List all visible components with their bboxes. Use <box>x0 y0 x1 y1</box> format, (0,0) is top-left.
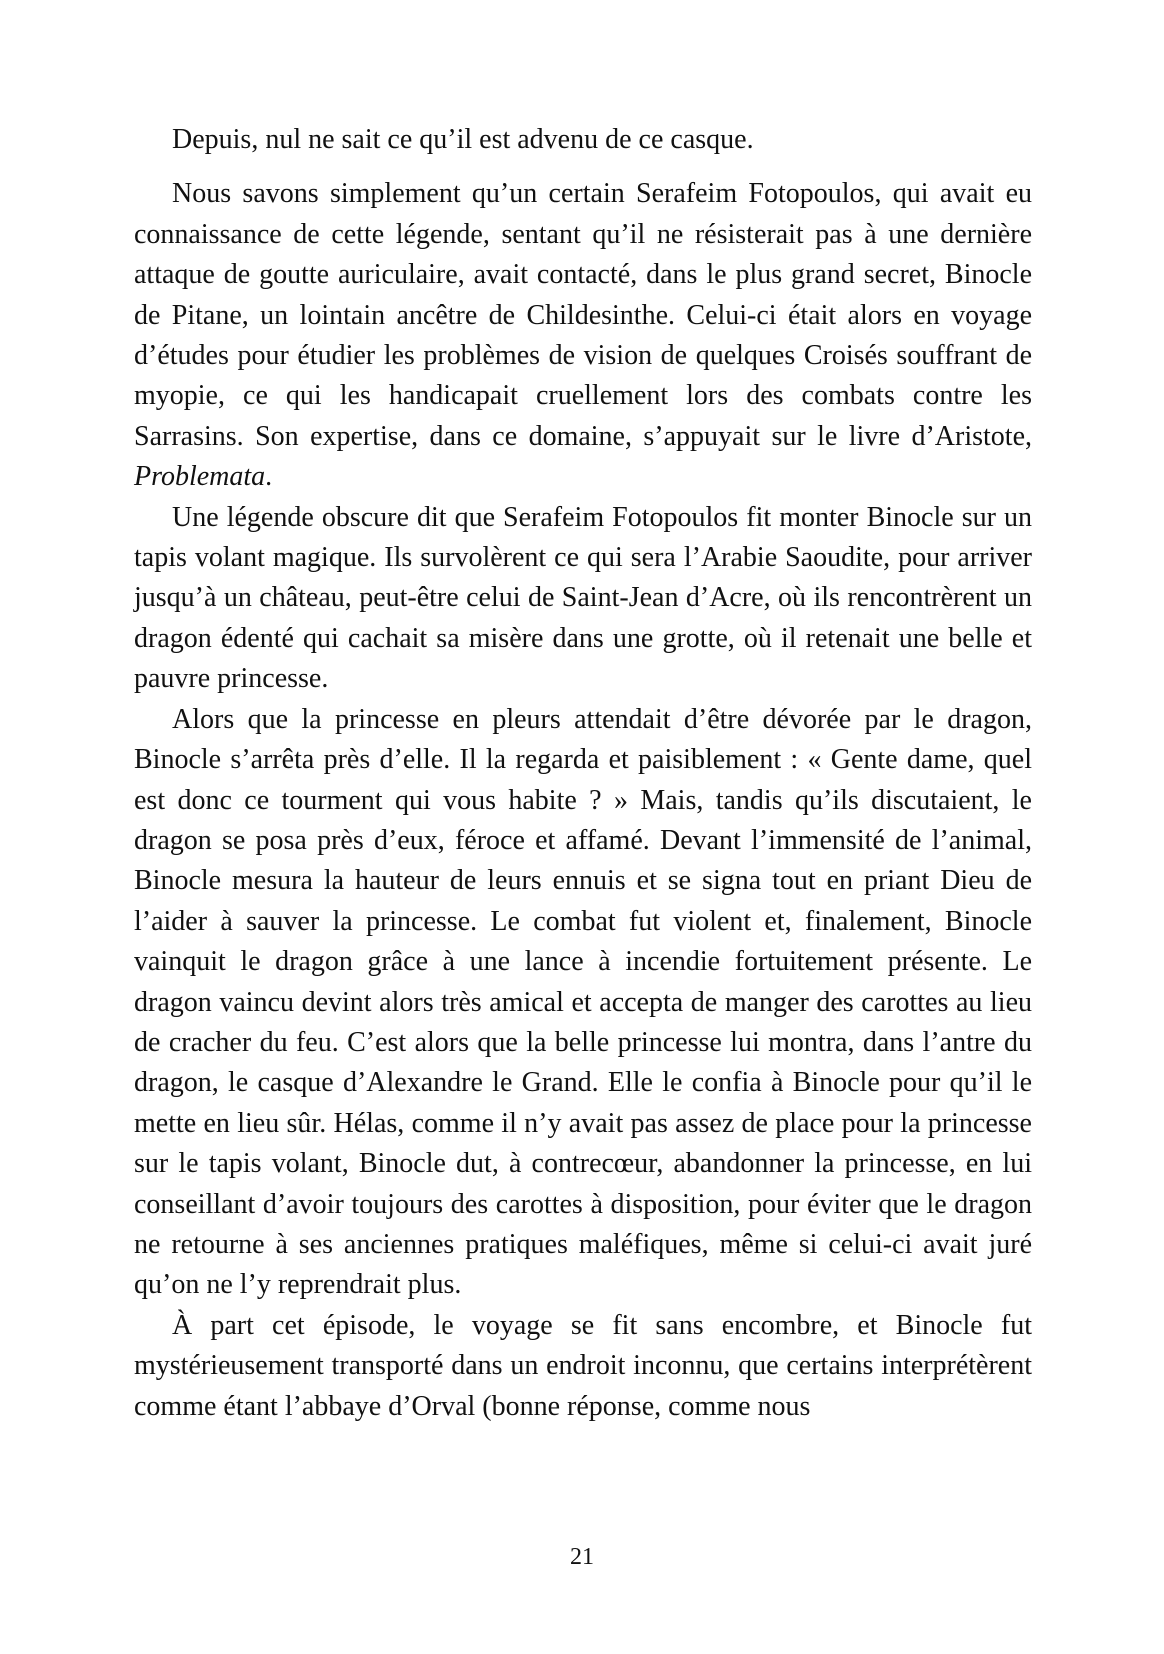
paragraph-2-end: . <box>265 461 273 493</box>
page-number: 21 <box>570 1544 594 1570</box>
paragraph-2 <box>134 174 1032 497</box>
paragraph-1 <box>134 120 1032 160</box>
paragraph-2-text: Nous savons simplement qu’un certain Serafeim Fotopoulos, qui avait eu connaissance de cette légende, sentant qu’il ne résisterait pas à une dernière attaque de goutte auriculaire, avait contacté, dans le plus grand secret, Binocle de Pitane, un lointain ancêtre de Childesinthe. Celui-ci était alors en voyage d’études pour étudier les problèmes de vision de quelques Croisés souffrant de myopie, ce qui les handicapait cruellement lors des combats contre les Sarrasins. Son expertise, dans ce domaine, s’appuyait sur le livre d’Aristote, <box>134 178 1032 452</box>
paragraph-5-text: À part cet épisode, le voyage se fit sans encombre, et Binocle fut mystérieusement transporté dans un endroit inconnu, que certains interprétèrent comme étant l’abbaye d’Orval (bonne réponse, comme nous <box>134 1309 1032 1422</box>
paragraph-4 <box>134 700 1032 1306</box>
paragraph-3-text: Une légende obscure dit que Serafeim Fotopoulos fit monter Binocle sur un tapis volant magique. Ils survolèrent ce qui sera l’Arabie Saoudite, pour arriver jusqu’à un château, peut-être celui de Saint-Jean d’Acre, où ils rencontrèrent un dragon édenté qui cachait sa misère dans une grotte, où il retenait une belle et pauvre princesse. <box>134 501 1032 695</box>
book-title-italic: Problemata <box>134 461 266 493</box>
page-body <box>134 120 1032 1427</box>
paragraph-3 <box>134 498 1032 700</box>
paragraph-4-text: Alors que la princesse en pleurs attendait d’être dévorée par le dragon, Binocle s’arrêta près d’elle. Il la regarda et paisiblement : « Gente dame, quel est donc ce tourment qui vous habite ? » Mais, tandis qu’ils discutaient, le dragon se posa près d’eux, féroce et affamé. Devant l’immensité de l’animal, Binocle mesura la hauteur de leurs ennuis et se signa tout en priant Dieu de l’aider à sauver la princesse. Le combat fut violent et, finalement, Binocle vainquit le dragon grâce à une lance à incendie fortuitement présente. Le dragon vaincu devint alors très amical et accepta de manger des carottes au lieu de cracher du feu. C’est alors que la belle princesse lui montra, dans l’antre du dragon, le casque d’Alexandre le Grand. Elle le confia à Binocle pour qu’il le mette en lieu sûr. Hélas, comme il n’y avait pas assez de place pour la princesse sur le tapis volant, Binocle dut, à contrecœur, abandonner la princesse, en lui conseillant d’avoir toujours des carottes à disposition, pour éviter que le dragon ne retourne à ses anciennes pratiques maléfiques, même si celui-ci avait juré qu’on ne l’y reprendrait plus. <box>134 703 1032 1301</box>
paragraph-1-text: Depuis, nul ne sait ce qu’il est advenu de ce casque. <box>172 124 754 155</box>
paragraph-5 <box>134 1306 1032 1427</box>
